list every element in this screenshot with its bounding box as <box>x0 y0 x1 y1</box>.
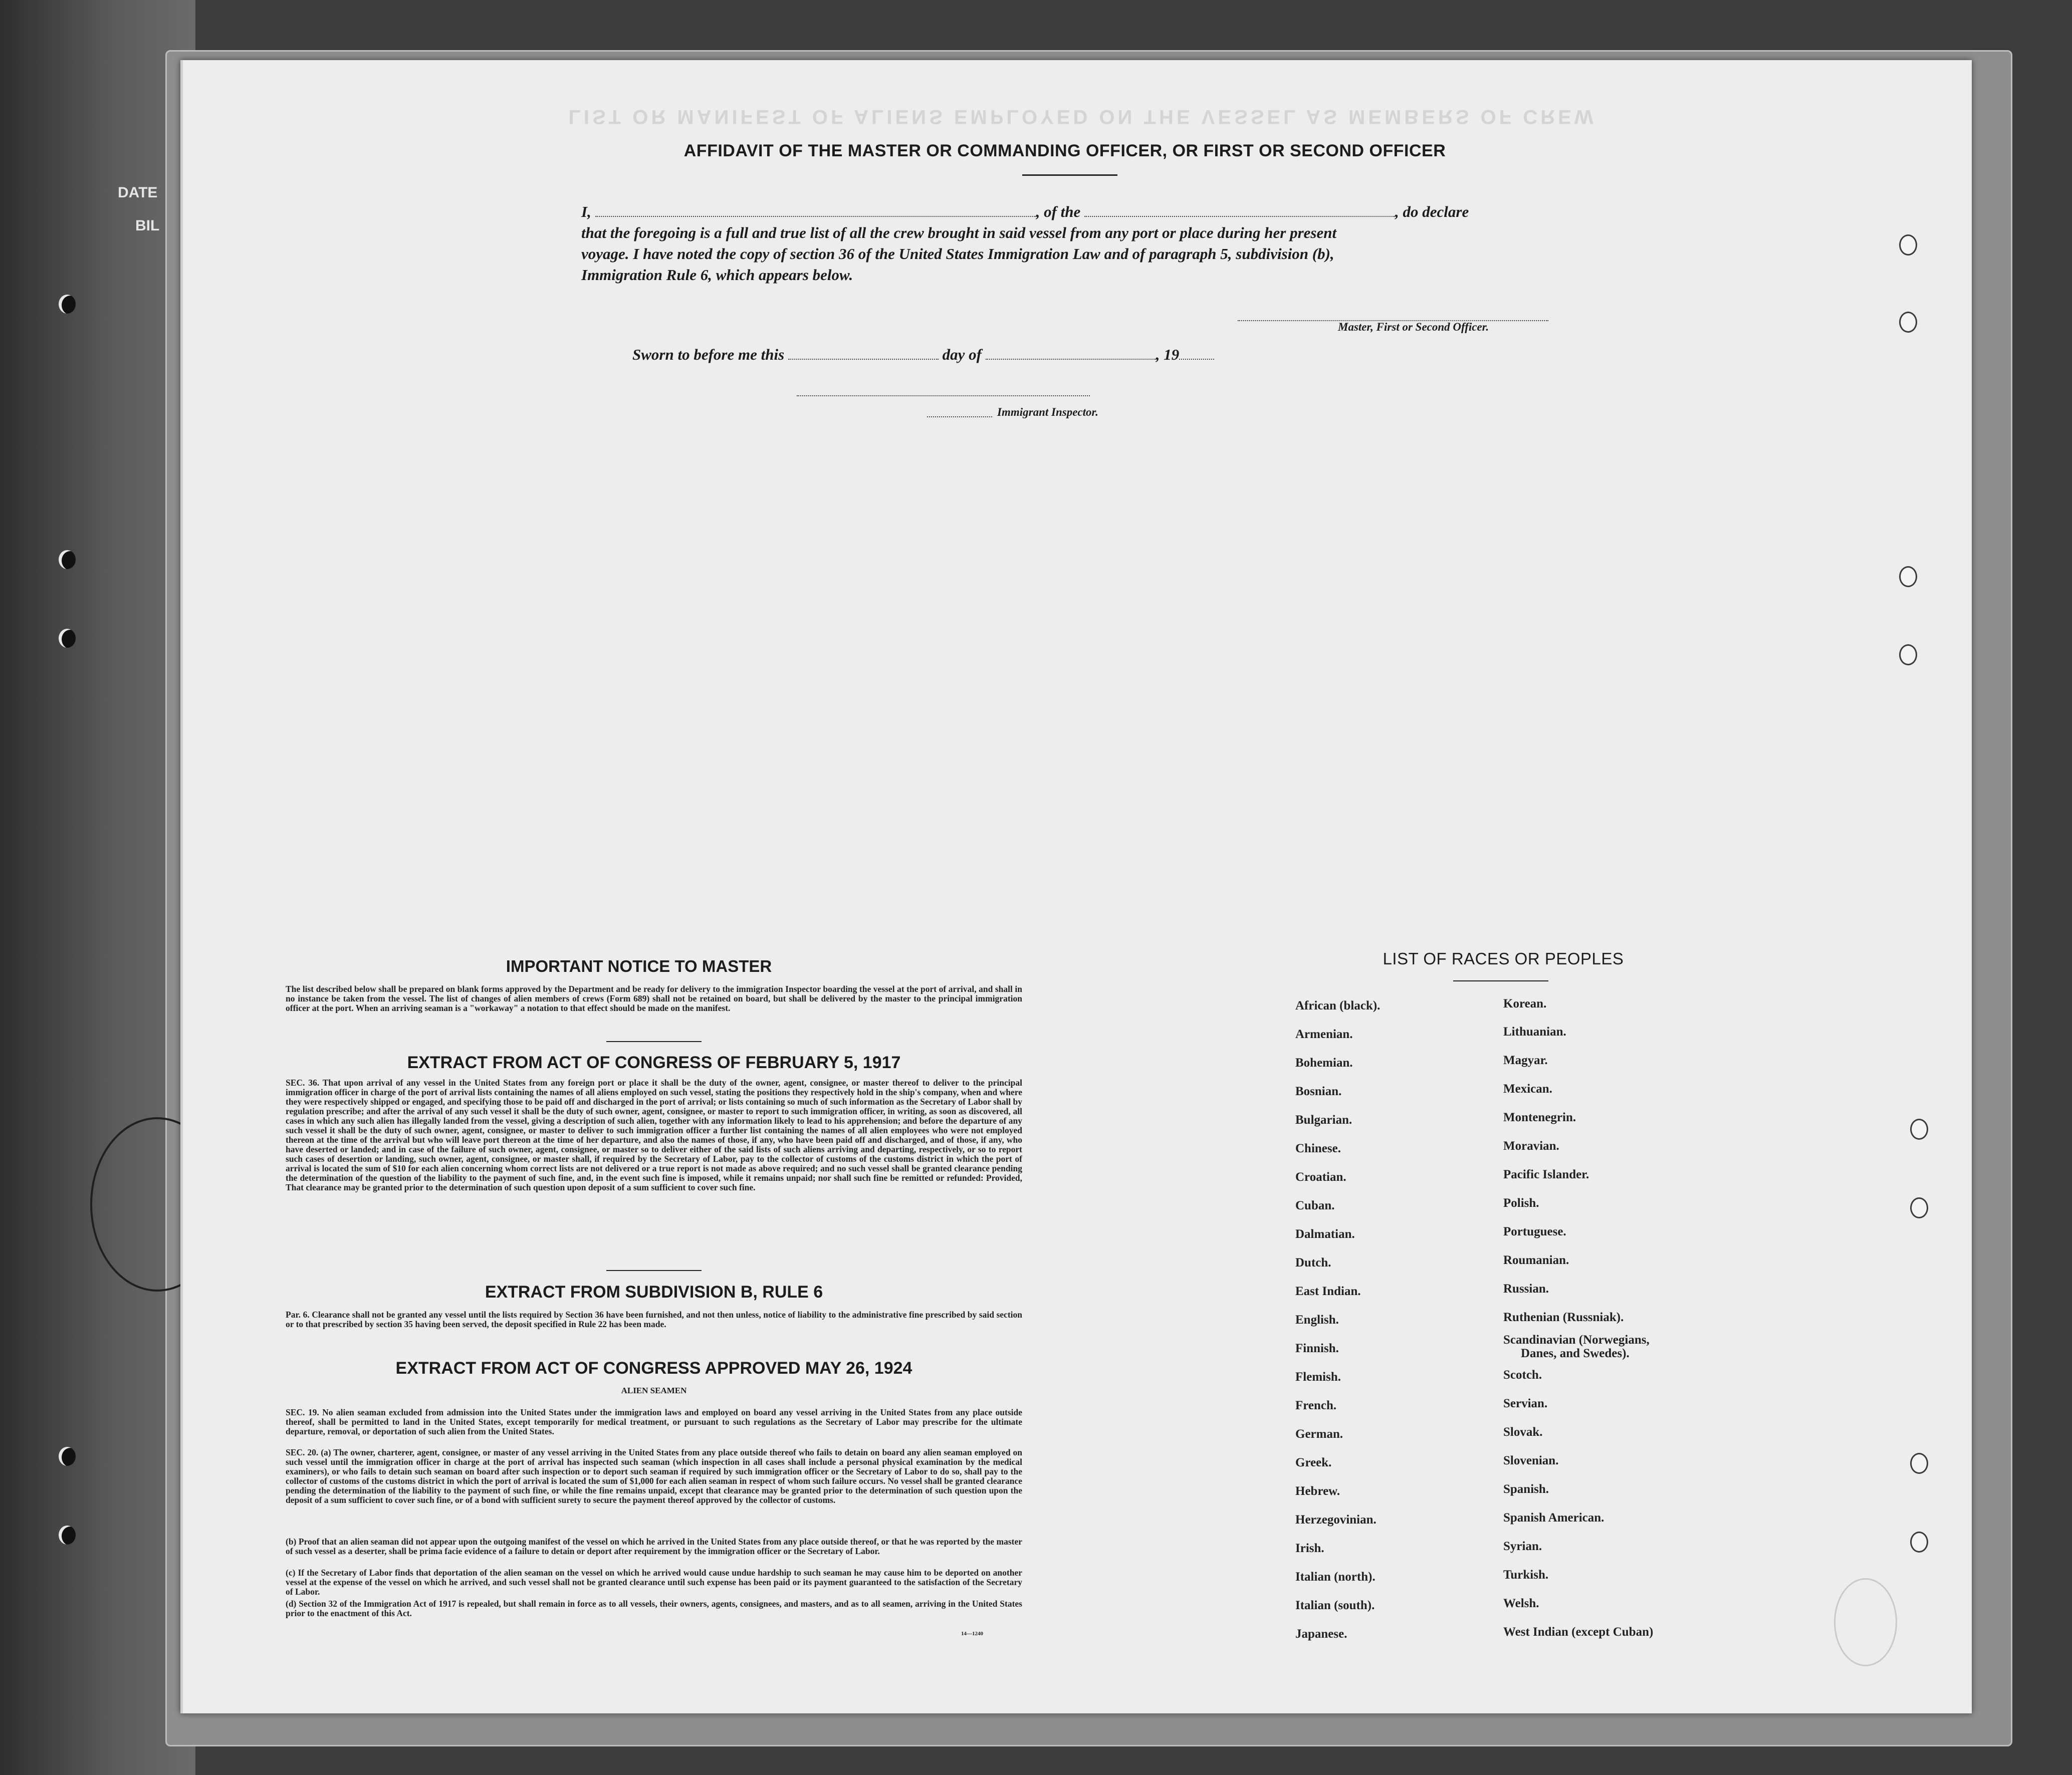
extract-1917-text: SEC. 36. That upon arrival of any vessel in the United States from any foreign port or place it shall be the duty of the owner, agent, consignee, or master thereof to deliver to the principal immigration officer in charge of the port of arrival lists containing the names of all aliens employed on such vessel, stating the positions they respectively hold in the ship's company, when and where they were respectively shipped or engaged, and specifying those to be paid off and discharged in the port of arrival; or lists containing so much of such information as the Secretary of Labor shall by regulation prescribe; and after the arrival of any such vessel it shall be the duty of such owner, agent, consignee, or master to report to such immigration officer, in writing, as soon as discovered, all cases in which any such alien has illegally landed from the vessel, giving a description of such alien, together with any information likely to lead to his apprehension; and before the departure of any such vessel it shall be the duty of such owner, agent, consignee, or master to deliver to such immigration officer a further list containing the names of all alien employees who were not employed thereon at the time of the arrival but who will leave port thereon at the time of her departure, and also the names of those, if any, who have been paid off and discharged, and of those, if any, who have deserted or landed; and in case of the failure of such owner, agent, consignee, or master so to deliver either of the said lists of such aliens arriving and departing, respectively, or so to report such cases of desertion or landing, such owner, agent, consignee, or master shall, if required by the Secretary of Labor, pay to the collector of customs of the customs district in which the port of arrival is located the sum of $10 for each alien concerning whom correct lists are not delivered or a true report is not made as above required; and no such vessel shall be granted clearance pending the determination of the question of the liability to the payment of such fine, and, in the event such fine is imposed, while it remains unpaid; nor shall such fine be remitted or refunded: Provided, That clearance may be granted prior to the determination of such question upon deposit of a sum sufficient to cover such fine. <box>286 1078 1022 1192</box>
race-item: Italian (north). <box>1295 1570 1375 1584</box>
race-item: Dalmatian. <box>1295 1227 1355 1241</box>
section-rule <box>606 1270 702 1271</box>
day-of-label: day of <box>942 346 982 363</box>
frame-mark-date: DATE <box>118 184 158 201</box>
extract-1924-sec20d: (d) Section 32 of the Immigration Act of 1917 is repealed, but shall remain in force as to all vessels, their owners, agents, consignees, and masters, and as to all seamen, arriving in the United States prior to the enactment of this Act. <box>286 1599 1022 1618</box>
sworn-label: Sworn to before me this <box>632 346 785 363</box>
sworn-month-field[interactable] <box>986 358 1156 360</box>
extract-rule6-text: Par. 6. Clearance shall not be granted any vessel until the lists required by Section 36 have been furnished, and not then unless, notice of liability to the administrative fine prescribed by said section or to that prescribed by section 35 having been served, the deposit specified in Rule 22 has been made. <box>286 1310 1022 1329</box>
race-item: Magyar. <box>1503 1054 1548 1067</box>
race-item-continued: Danes, and Swedes). <box>1521 1347 1630 1360</box>
race-item: Lithuanian. <box>1503 1025 1566 1039</box>
year-label: , 19 <box>1156 346 1180 363</box>
notice-heading: IMPORTANT NOTICE TO MASTER <box>506 957 772 975</box>
race-item: Flemish. <box>1295 1370 1341 1384</box>
race-item: German. <box>1295 1427 1343 1441</box>
declarant-name-field[interactable] <box>595 215 1036 217</box>
inspector-caption: Immigrant Inspector. <box>997 406 1098 418</box>
race-item: East Indian. <box>1295 1285 1361 1298</box>
race-item: Dutch. <box>1295 1256 1331 1270</box>
declarant-label: I, <box>581 203 591 220</box>
vessel-name-field[interactable] <box>1084 215 1395 217</box>
declaration-line-3: voyage. I have noted the copy of section 36 of the United States Immigration Law and of paragraph 5, subdivision (b), <box>581 245 1334 263</box>
binder-hole <box>1899 644 1917 665</box>
race-item: Scotch. <box>1503 1368 1542 1382</box>
frame-mark-bil: BIL <box>135 217 160 234</box>
sworn-day-field[interactable] <box>788 358 939 360</box>
race-item: Roumanian. <box>1503 1253 1569 1267</box>
races-heading: LIST OF RACES OR PEOPLES <box>1383 949 1624 968</box>
race-item: Cuban. <box>1295 1199 1335 1212</box>
race-item: English. <box>1295 1313 1339 1327</box>
pencil-mark <box>1834 1578 1897 1666</box>
extract-rule6-heading: EXTRACT FROM SUBDIVISION B, RULE 6 <box>485 1283 823 1302</box>
binder-hole <box>59 629 76 648</box>
extract-1917-heading: EXTRACT FROM ACT OF CONGRESS OF FEBRUARY 5, 1917 <box>407 1053 901 1072</box>
do-declare-label: , do declare <box>1395 203 1469 220</box>
binder-hole <box>59 1447 76 1466</box>
race-item: Chinese. <box>1295 1142 1341 1155</box>
race-item: Welsh. <box>1503 1597 1539 1610</box>
race-item: Mexican. <box>1503 1082 1552 1096</box>
race-item: Turkish. <box>1503 1568 1549 1582</box>
races-rule <box>1453 980 1548 981</box>
extract-1924-sec20a: SEC. 20. (a) The owner, charterer, agent, consignee, or master of any vessel arriving in the United States from any place outside thereof who fails to detain on board any alien seaman employed on such vessel until the immigration officer in charge at the port of arrival has inspected such seaman (which inspection in all cases shall include a personal physical examination by the medical examiners), or who fails to detain such seaman on board after such inspection or to deport such seaman if required by such immigration officer or the Secretary of Labor to do so, shall pay to the collector of customs of the customs district in which the port of arrival is located the sum of $1,000 for each alien seaman in respect of whom such failure occurs. No vessel shall be granted clearance pending the determination of the liability to the payment of such fine, or while the fine remains unpaid, except that clearance may be granted prior to the determination of such question upon the deposit of a sum sufficient to cover such fine, or of a bond with sufficient surety to secure the payment thereof approved by the collector of customs. <box>286 1447 1022 1505</box>
binder-hole <box>1899 312 1917 333</box>
race-item: Bosnian. <box>1295 1085 1342 1098</box>
binder-hole <box>1910 1532 1928 1553</box>
extract-1924-sec20c: (c) If the Secretary of Labor finds that deportation of the alien seaman on the vessel on which he arrived would cause undue hardship to such seaman he may cause him to be deported on another vessel at the expense of the vessel on which he arrived, and such vessel shall not be granted clearance until such expense has been paid or its payment guaranteed to the satisfaction of the Secretary of Labor. <box>286 1568 1022 1597</box>
binder-hole <box>1910 1453 1928 1474</box>
race-item: Finnish. <box>1295 1342 1339 1355</box>
race-item: Syrian. <box>1503 1540 1542 1553</box>
binder-hole <box>1910 1197 1928 1218</box>
race-item: Korean. <box>1503 997 1547 1010</box>
race-item: Moravian. <box>1503 1139 1559 1153</box>
race-item: Italian (south). <box>1295 1599 1375 1612</box>
binder-hole <box>1899 566 1917 587</box>
extract-1924-heading: EXTRACT FROM ACT OF CONGRESS APPROVED MAY 26, 1924 <box>395 1359 912 1378</box>
race-item: Ruthenian (Russniak). <box>1503 1311 1624 1324</box>
race-item: Polish. <box>1503 1196 1539 1210</box>
binder-hole <box>1899 234 1917 256</box>
race-item: Spanish. <box>1503 1482 1549 1496</box>
race-item: Japanese. <box>1295 1627 1347 1641</box>
race-item: Greek. <box>1295 1456 1332 1469</box>
race-item: Servian. <box>1503 1397 1548 1410</box>
race-item: Spanish American. <box>1503 1511 1604 1525</box>
binder-hole <box>59 1526 76 1545</box>
race-item: Montenegrin. <box>1503 1111 1576 1124</box>
notice-text: The list described below shall be prepared on blank forms approved by the Department and be ready for delivery to the immigration Inspector boarding the vessel at the port of arrival, and shall in no instance be taken from the vessel. The list of changes of alien members of crews (Form 689) shall not be retained on board, but shall be delivered by the master to the principal immigration officer at the port. When an arriving seaman is a "workaway" a notation to that effect should be made on the manifest. <box>286 984 1022 1013</box>
binder-hole <box>1910 1119 1928 1140</box>
race-item: Herzegovinian. <box>1295 1513 1376 1527</box>
section-rule <box>606 1041 702 1042</box>
extract-1924-sec19: SEC. 19. No alien seaman excluded from admission into the United States under the immigration laws and employed on board any vessel arriving in the United States from any place outside thereof, shall be permitted to land in the United States, except temporarily for medical treatment, or pursuant to such regulations as the Secretary of Labor may prescribe for the ultimate departure, removal, or deportation of such alien from the United States. <box>286 1407 1022 1436</box>
race-item: Russian. <box>1503 1282 1549 1296</box>
race-item: French. <box>1295 1399 1337 1412</box>
race-item: Hebrew. <box>1295 1484 1340 1498</box>
race-item: African (black). <box>1295 999 1380 1012</box>
master-signature-caption: Master, First or Second Officer. <box>1338 321 1489 333</box>
affidavit-title: AFFIDAVIT OF THE MASTER OR COMMANDING OFFICER, OR FIRST OR SECOND OFFICER <box>683 141 1446 160</box>
race-item: Slovak. <box>1503 1425 1543 1439</box>
race-item: Portuguese. <box>1503 1225 1566 1238</box>
race-item: Scandinavian (Norwegians, <box>1503 1333 1650 1347</box>
race-item: Bohemian. <box>1295 1056 1353 1070</box>
inspector-name-leader <box>927 416 992 417</box>
extract-1924-sec20b: (b) Proof that an alien seaman did not appear upon the outgoing manifest of the vessel on which he arrived in the United States from any place outside thereof, or that he was reported by the master of such vessel as a deserter, shall be prima facie evidence of a failure to detain or deport after requirement by the immigration officer or the Secretary of Labor. <box>286 1537 1022 1556</box>
race-item: Bulgarian. <box>1295 1113 1352 1127</box>
race-item: West Indian (except Cuban) <box>1503 1625 1654 1639</box>
race-item: Slovenian. <box>1503 1454 1559 1467</box>
declaration-line-1 <box>581 203 1563 221</box>
race-item: Armenian. <box>1295 1028 1353 1041</box>
race-item: Croatian. <box>1295 1170 1346 1184</box>
alien-seamen-subheading: ALIEN SEAMEN <box>621 1386 687 1395</box>
bleed-through-text: LIST OR MANIFEST OF ALIENS EMPLOYED ON THE VESSEL AS MEMBERS OF CREW <box>568 106 1596 128</box>
declaration-line-2: that the foregoing is a full and true list of all the crew brought in said vessel from any port or place during her present <box>581 224 1337 241</box>
sworn-line <box>632 346 1284 364</box>
of-the-label: , of the <box>1036 203 1081 220</box>
binder-hole <box>59 550 76 569</box>
title-rule <box>1022 174 1117 176</box>
sworn-year-field[interactable] <box>1179 358 1214 360</box>
inspector-signature-field[interactable] <box>797 395 1090 396</box>
race-item: Pacific Islander. <box>1503 1168 1589 1181</box>
declaration-line-4: Immigration Rule 6, which appears below. <box>581 266 853 284</box>
race-item: Irish. <box>1295 1542 1324 1555</box>
form-number: 14—1240 <box>961 1631 983 1637</box>
binder-hole <box>59 295 76 314</box>
